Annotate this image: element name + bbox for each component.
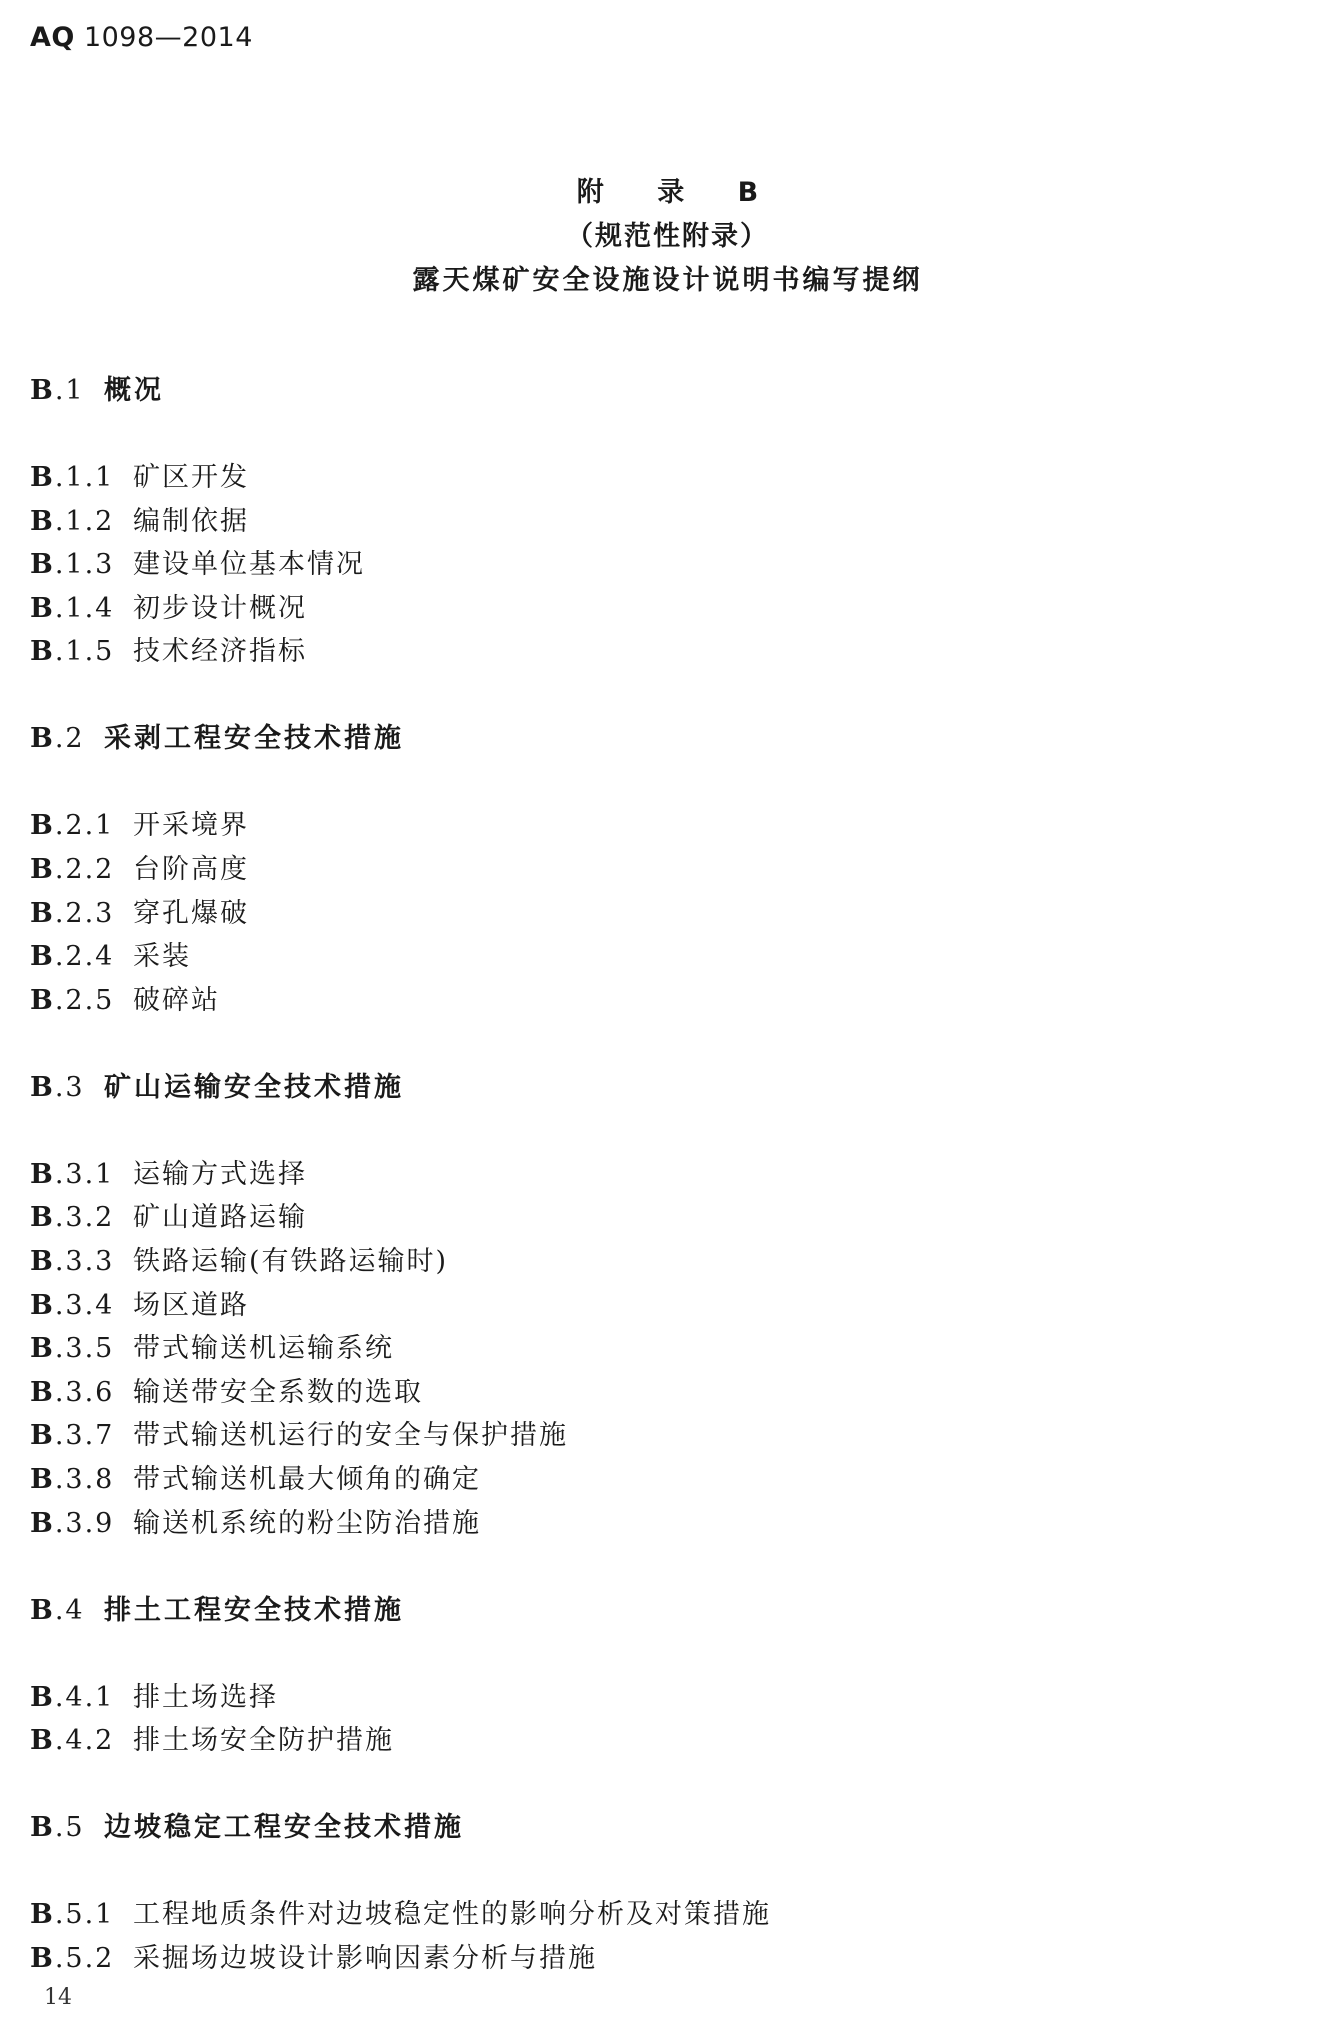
outline-item bbox=[30, 1283, 249, 1322]
section-number: B.3 bbox=[30, 1071, 85, 1103]
section-title: 排土工程安全技术措施 bbox=[104, 1594, 404, 1626]
section-heading bbox=[30, 1065, 404, 1104]
item-number: B.2.5 bbox=[30, 985, 115, 1016]
item-number: B.3.1 bbox=[30, 1159, 115, 1190]
outline-item bbox=[30, 978, 220, 1017]
item-title: 矿山道路运输 bbox=[133, 1202, 307, 1233]
section-title: 概况 bbox=[104, 375, 164, 406]
item-title: 排土场安全防护措施 bbox=[133, 1725, 394, 1756]
item-title: 带式输送机运行的安全与保护措施 bbox=[133, 1420, 568, 1451]
item-number: B.1.3 bbox=[30, 549, 115, 580]
item-number: B.2.2 bbox=[30, 854, 115, 885]
item-title: 采装 bbox=[133, 941, 191, 972]
outline-item bbox=[30, 1413, 568, 1452]
section-title: 边坡稳定工程安全技术措施 bbox=[104, 1812, 464, 1844]
outline-item bbox=[30, 891, 249, 930]
section-heading bbox=[30, 368, 164, 407]
section-heading bbox=[30, 716, 404, 755]
item-number: B.3.5 bbox=[30, 1333, 115, 1364]
item-number: B.3.8 bbox=[30, 1464, 115, 1495]
item-title: 技术经济指标 bbox=[133, 636, 307, 667]
outline-item bbox=[30, 1936, 597, 1975]
item-number: B.3.7 bbox=[30, 1420, 115, 1451]
outline-item bbox=[30, 1152, 307, 1191]
item-number: B.2.3 bbox=[30, 898, 115, 929]
item-number: B.3.2 bbox=[30, 1202, 115, 1233]
item-title: 输送带安全系数的选取 bbox=[133, 1377, 423, 1408]
item-number: B.2.4 bbox=[30, 941, 115, 972]
outline-item bbox=[30, 499, 249, 538]
item-number: B.1.5 bbox=[30, 636, 115, 667]
item-title: 带式输送机运输系统 bbox=[133, 1333, 394, 1364]
item-number: B.5.1 bbox=[30, 1899, 115, 1930]
appendix-title: 附 录 B bbox=[576, 177, 781, 208]
section-title: 采剥工程安全技术措施 bbox=[104, 723, 404, 755]
section-title: 矿山运输安全技术措施 bbox=[104, 1071, 404, 1103]
section-number: B.5 bbox=[30, 1812, 85, 1844]
standard-code-number: 1098—2014 bbox=[83, 22, 253, 53]
outline-item bbox=[30, 1326, 394, 1365]
section-heading bbox=[30, 1588, 404, 1627]
item-number: B.1.1 bbox=[30, 462, 115, 493]
standard-code bbox=[30, 22, 253, 53]
outline-item bbox=[30, 455, 249, 494]
outline-item bbox=[30, 1675, 278, 1714]
section-heading bbox=[30, 1805, 464, 1844]
item-number: B.1.4 bbox=[30, 593, 115, 624]
item-title: 矿区开发 bbox=[133, 462, 249, 493]
item-title: 初步设计概况 bbox=[133, 593, 307, 624]
item-number: B.5.2 bbox=[30, 1943, 115, 1974]
outline-item bbox=[30, 1457, 481, 1496]
outline-item bbox=[30, 1195, 307, 1234]
appendix-type: （规范性附录） bbox=[566, 221, 769, 252]
appendix-subtitle: 露天煤矿安全设施设计说明书编写提纲 bbox=[412, 265, 923, 296]
item-number: B.3.3 bbox=[30, 1246, 115, 1277]
item-title: 铁路运输(有铁路运输时) bbox=[133, 1246, 449, 1277]
section-number: B.2 bbox=[30, 723, 85, 755]
item-number: B.4.1 bbox=[30, 1682, 115, 1713]
item-title: 运输方式选择 bbox=[133, 1159, 307, 1190]
item-number: B.3.9 bbox=[30, 1508, 115, 1539]
standard-code-prefix: AQ bbox=[30, 22, 75, 53]
outline-item bbox=[30, 1501, 481, 1540]
item-number: B.3.6 bbox=[30, 1377, 115, 1408]
outline-item bbox=[30, 847, 249, 886]
outline-item bbox=[30, 542, 365, 581]
item-title: 建设单位基本情况 bbox=[133, 549, 365, 580]
item-title: 台阶高度 bbox=[133, 854, 249, 885]
section-number: B.1 bbox=[30, 375, 85, 406]
item-title: 排土场选择 bbox=[133, 1682, 278, 1713]
item-title: 穿孔爆破 bbox=[133, 898, 249, 929]
item-number: B.3.4 bbox=[30, 1290, 115, 1321]
page-number: 14 bbox=[44, 1985, 72, 2010]
outline-item bbox=[30, 1239, 448, 1278]
outline-item bbox=[30, 1370, 423, 1409]
outline-item bbox=[30, 803, 249, 842]
item-title: 采掘场边坡设计影响因素分析与措施 bbox=[133, 1943, 597, 1974]
item-title: 带式输送机最大倾角的确定 bbox=[133, 1464, 481, 1495]
item-number: B.4.2 bbox=[30, 1725, 115, 1756]
section-number: B.4 bbox=[30, 1594, 85, 1626]
item-number: B.1.2 bbox=[30, 506, 115, 537]
item-title: 编制依据 bbox=[133, 506, 249, 537]
item-title: 破碎站 bbox=[133, 985, 220, 1016]
outline-item bbox=[30, 934, 191, 973]
item-title: 输送机系统的粉尘防治措施 bbox=[133, 1508, 481, 1539]
outline-item bbox=[30, 629, 307, 668]
item-title: 开采境界 bbox=[133, 810, 249, 841]
item-title: 场区道路 bbox=[133, 1290, 249, 1321]
outline-item bbox=[30, 586, 307, 625]
outline-item bbox=[30, 1718, 394, 1757]
item-number: B.2.1 bbox=[30, 810, 115, 841]
item-title: 工程地质条件对边坡稳定性的影响分析及对策措施 bbox=[133, 1899, 771, 1930]
outline-item bbox=[30, 1892, 771, 1931]
